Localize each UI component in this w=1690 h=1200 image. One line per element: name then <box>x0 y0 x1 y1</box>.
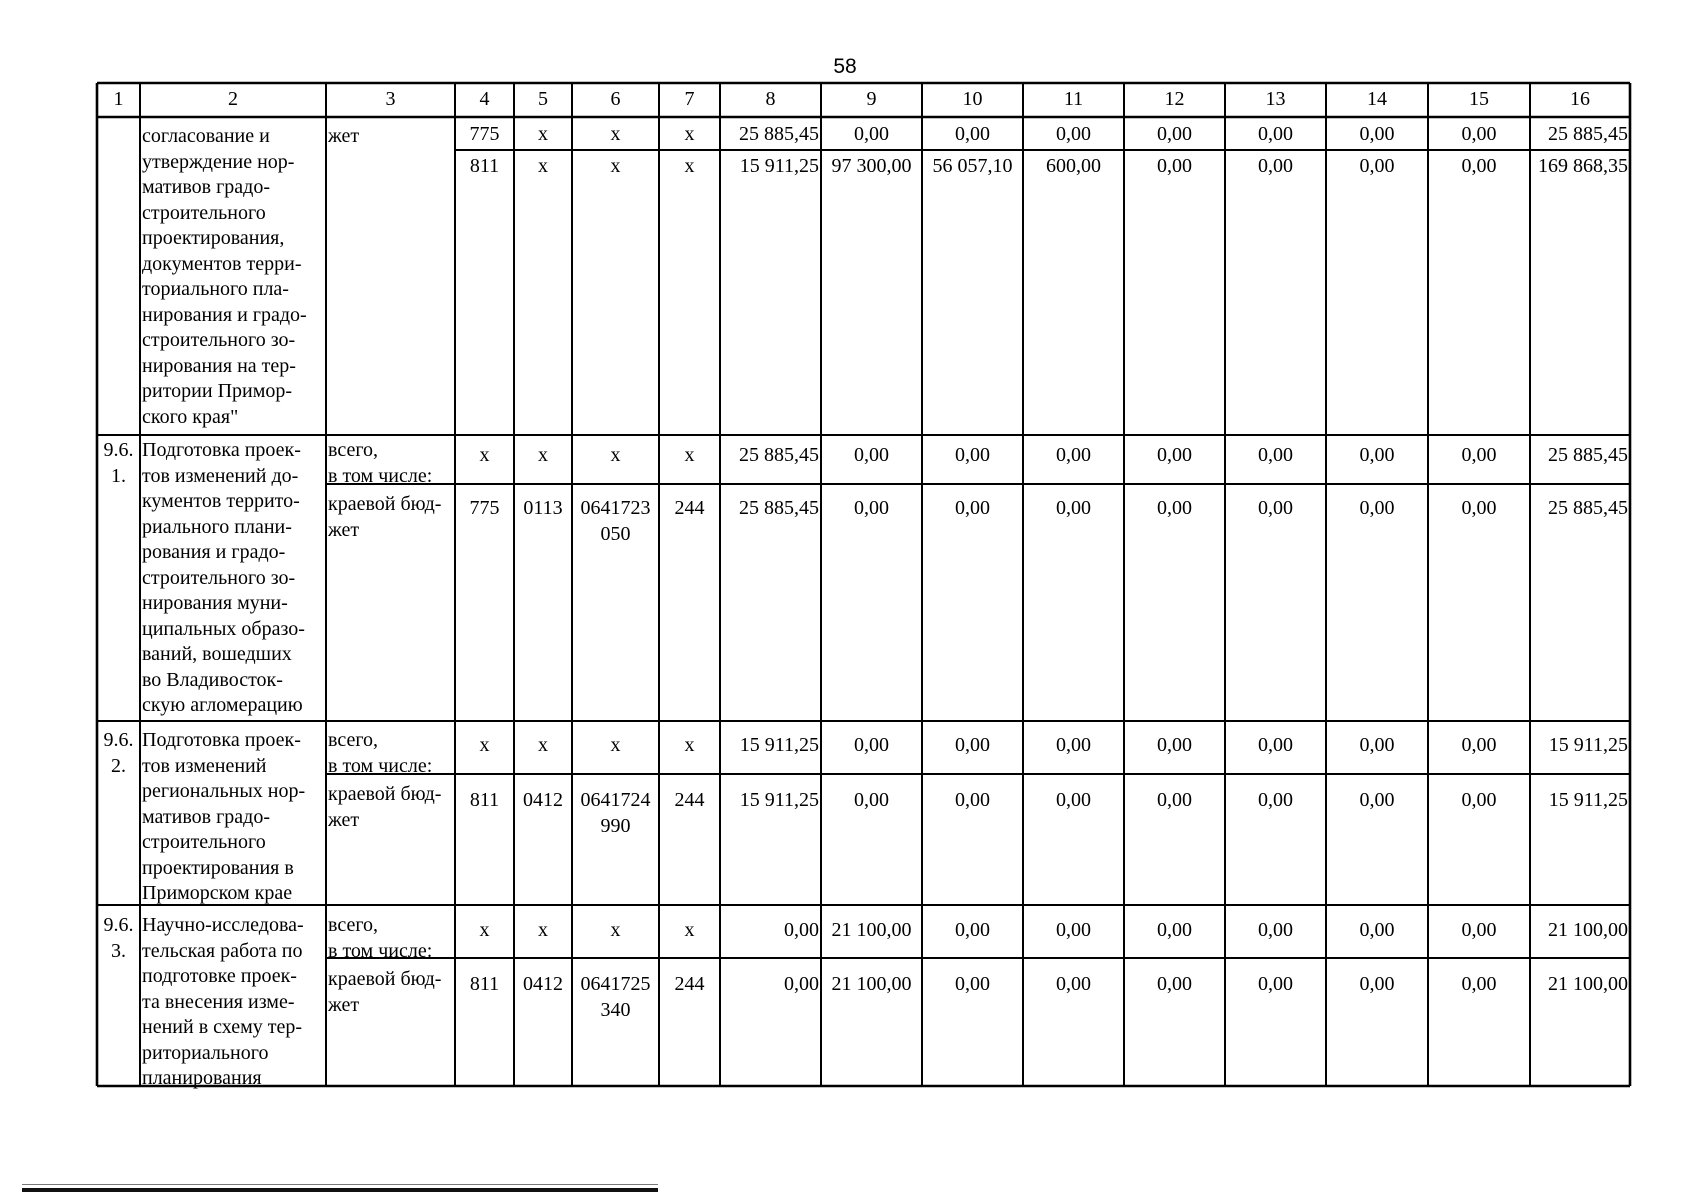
code-cell-col-7: 244 <box>674 973 705 995</box>
code-cell-col-5: х <box>538 919 548 941</box>
header-col-9: 9 <box>866 88 877 110</box>
amount-cell-col-11: 600,00 <box>1046 155 1101 177</box>
amount-cell-col-12: 0,00 <box>1157 497 1192 519</box>
amount-cell-col-12: 0,00 <box>1157 123 1192 145</box>
header-col-14: 14 <box>1367 88 1387 110</box>
amount-cell-col-12: 0,00 <box>1157 734 1192 756</box>
amount-cell-col-9: 21 100,00 <box>831 919 912 941</box>
amount-cell-col-8: 25 885,45 <box>739 123 819 145</box>
code-cell-col-7: х <box>684 444 695 466</box>
amount-cell-col-13: 0,00 <box>1258 919 1293 941</box>
amount-cell-col-10: 0,00 <box>955 444 990 466</box>
amount-cell-col-13: 0,00 <box>1258 444 1293 466</box>
amount-cell-col-12: 0,00 <box>1157 444 1192 466</box>
header-col-10: 10 <box>962 88 983 110</box>
amount-cell-col-15: 0,00 <box>1461 789 1497 811</box>
code-cell-col-7: х <box>684 734 695 756</box>
header-col-15: 15 <box>1469 88 1489 110</box>
amount-cell-col-14: 0,00 <box>1359 123 1395 145</box>
header-col-6: 6 <box>610 88 621 110</box>
amount-cell-col-14: 0,00 <box>1359 155 1395 177</box>
amount-cell-col-10: 0,00 <box>955 734 990 756</box>
code-cell-col-7: х <box>684 123 695 145</box>
code-cell-col-5: х <box>538 155 548 177</box>
header-col-7: 7 <box>684 88 695 110</box>
code-cell-col-4: 811 <box>469 155 500 177</box>
amount-cell-col-16: 25 885,45 <box>1548 497 1628 519</box>
amount-cell-col-9: 21 100,00 <box>831 973 912 995</box>
code-cell-col-4: 775 <box>469 497 500 519</box>
code-cell-col-6: х <box>610 155 621 177</box>
amount-cell-col-8: 15 911,25 <box>739 155 819 177</box>
code-cell-col-5: х <box>538 444 548 466</box>
amount-cell-col-14: 0,00 <box>1359 497 1395 519</box>
amount-cell-col-11: 0,00 <box>1056 123 1091 145</box>
code-cell-col-7: 244 <box>674 497 705 519</box>
footer-rule <box>22 1188 658 1192</box>
amount-cell-col-11: 0,00 <box>1056 919 1091 941</box>
item-number: 9.6. 1. <box>103 439 134 487</box>
code-cell-col-5: х <box>538 734 548 756</box>
amount-cell-col-9: 0,00 <box>854 789 889 811</box>
source-cell: всего, в том числе: <box>328 729 433 777</box>
code-cell-col-4: х <box>479 444 490 466</box>
amount-cell-col-13: 0,00 <box>1258 155 1293 177</box>
code-cell-col-7: х <box>684 919 695 941</box>
code-cell-col-4: 811 <box>469 789 500 811</box>
amount-cell-col-8: 25 885,45 <box>739 444 819 466</box>
amount-cell-col-10: 0,00 <box>955 789 990 811</box>
amount-cell-col-14: 0,00 <box>1359 973 1395 995</box>
amount-cell-col-12: 0,00 <box>1157 155 1192 177</box>
header-col-1: 1 <box>113 88 124 110</box>
amount-cell-col-15: 0,00 <box>1461 155 1497 177</box>
code-cell-col-6: х <box>610 919 621 941</box>
amount-cell-col-9: 0,00 <box>854 123 889 145</box>
code-cell-col-5: 0412 <box>523 973 563 995</box>
code-cell-col-4: 811 <box>469 973 500 995</box>
amount-cell-col-14: 0,00 <box>1359 919 1395 941</box>
amount-cell-col-14: 0,00 <box>1359 444 1395 466</box>
source-cell: краевой бюд- жет <box>328 783 442 831</box>
code-cell-col-6: 0641724 990 <box>580 789 651 837</box>
header-col-5: 5 <box>538 88 548 110</box>
amount-cell-col-9: 97 300,00 <box>831 155 912 177</box>
header-col-8: 8 <box>765 88 776 110</box>
amount-cell-col-16: 169 868,35 <box>1538 155 1628 177</box>
source-cell: всего, в том числе: <box>328 439 433 487</box>
amount-cell-col-13: 0,00 <box>1258 497 1293 519</box>
description-cell: Подготовка проек- тов изменений региональных нор- мативов градо- строительного проектирования в Приморском крае <box>142 729 306 904</box>
amount-cell-col-8: 25 885,45 <box>739 497 819 519</box>
code-cell-col-7: х <box>684 155 695 177</box>
amount-cell-col-9: 0,00 <box>854 497 889 519</box>
code-cell-col-4: 775 <box>469 123 500 145</box>
amount-cell-col-9: 0,00 <box>854 734 889 756</box>
amount-cell-col-8: 15 911,25 <box>739 734 819 756</box>
page-number: 58 <box>833 55 857 78</box>
header-col-3: 3 <box>385 88 396 110</box>
amount-cell-col-11: 0,00 <box>1056 789 1091 811</box>
header-col-12: 12 <box>1164 88 1185 110</box>
amount-cell-col-12: 0,00 <box>1157 973 1192 995</box>
amount-cell-col-10: 0,00 <box>955 497 990 519</box>
amount-cell-col-15: 0,00 <box>1461 973 1497 995</box>
amount-cell-col-8: 15 911,25 <box>739 789 819 811</box>
amount-cell-col-12: 0,00 <box>1157 919 1192 941</box>
code-cell-col-6: х <box>610 734 621 756</box>
item-number: 9.6. 2. <box>103 729 134 777</box>
code-cell-col-6: 0641725 340 <box>580 973 651 1021</box>
amount-cell-col-10: 0,00 <box>955 973 990 995</box>
code-cell-col-6: х <box>610 123 621 145</box>
description-cell: Подготовка проек- тов изменений до- кументов террито- риального плани- рования и градо- строительного зо- нирования муни- ципальных образо- ваний, вошедших во Владивосток- скую агломерацию <box>142 439 305 716</box>
code-cell-col-5: 0412 <box>523 789 563 811</box>
description-cell: согласование и утверждение нор- мативов градо- строительного проектирования, документов терри- ториального пла- нирования и градо- строительного зо- нирования на тер- ритории Примор- ского края" <box>142 125 307 428</box>
amount-cell-col-16: 21 100,00 <box>1548 973 1628 995</box>
header-col-4: 4 <box>479 88 490 110</box>
amount-cell-col-8: 0,00 <box>784 919 819 941</box>
amount-cell-col-13: 0,00 <box>1258 123 1293 145</box>
header-col-2: 2 <box>228 88 238 110</box>
code-cell-col-4: х <box>479 734 490 756</box>
amount-cell-col-15: 0,00 <box>1461 497 1497 519</box>
amount-cell-col-13: 0,00 <box>1258 734 1293 756</box>
code-cell-col-6: х <box>610 444 621 466</box>
source-cell: всего, в том числе: <box>328 914 433 962</box>
amount-cell-col-10: 56 057,10 <box>932 155 1013 177</box>
amount-cell-col-15: 0,00 <box>1461 444 1497 466</box>
amount-cell-col-12: 0,00 <box>1157 789 1192 811</box>
amount-cell-col-8: 0,00 <box>784 973 819 995</box>
amount-cell-col-11: 0,00 <box>1056 973 1091 995</box>
amount-cell-col-15: 0,00 <box>1461 734 1497 756</box>
code-cell-col-4: х <box>479 919 490 941</box>
code-cell-col-6: 0641723 050 <box>580 497 651 545</box>
item-number: 9.6. 3. <box>103 914 134 962</box>
amount-cell-col-15: 0,00 <box>1461 123 1497 145</box>
amount-cell-col-10: 0,00 <box>955 123 990 145</box>
amount-cell-col-14: 0,00 <box>1359 789 1395 811</box>
amount-cell-col-14: 0,00 <box>1359 734 1395 756</box>
amount-cell-col-11: 0,00 <box>1056 444 1091 466</box>
header-col-13: 13 <box>1265 88 1286 110</box>
source-cell: жет <box>328 125 360 147</box>
source-cell: краевой бюд- жет <box>328 968 442 1016</box>
amount-cell-col-16: 25 885,45 <box>1548 123 1628 145</box>
source-cell: краевой бюд- жет <box>328 493 442 541</box>
code-cell-col-7: 244 <box>674 789 705 811</box>
code-cell-col-5: 0113 <box>523 497 563 519</box>
amount-cell-col-16: 25 885,45 <box>1548 444 1628 466</box>
amount-cell-col-11: 0,00 <box>1056 734 1091 756</box>
amount-cell-col-11: 0,00 <box>1056 497 1091 519</box>
code-cell-col-5: х <box>538 123 548 145</box>
amount-cell-col-10: 0,00 <box>955 919 990 941</box>
amount-cell-col-16: 15 911,25 <box>1548 734 1628 756</box>
header-col-11: 11 <box>1063 88 1084 110</box>
amount-cell-col-13: 0,00 <box>1258 973 1293 995</box>
amount-cell-col-13: 0,00 <box>1258 789 1293 811</box>
footer-rule-thin <box>22 1184 658 1185</box>
amount-cell-col-16: 15 911,25 <box>1548 789 1628 811</box>
amount-cell-col-15: 0,00 <box>1461 919 1497 941</box>
header-col-16: 16 <box>1570 88 1590 110</box>
amount-cell-col-16: 21 100,00 <box>1548 919 1628 941</box>
description-cell: Научно-исследова- тельская работа по подготовке проек- та внесения изме- нений в схему тер- риториального планирования <box>142 914 304 1089</box>
amount-cell-col-9: 0,00 <box>854 444 889 466</box>
